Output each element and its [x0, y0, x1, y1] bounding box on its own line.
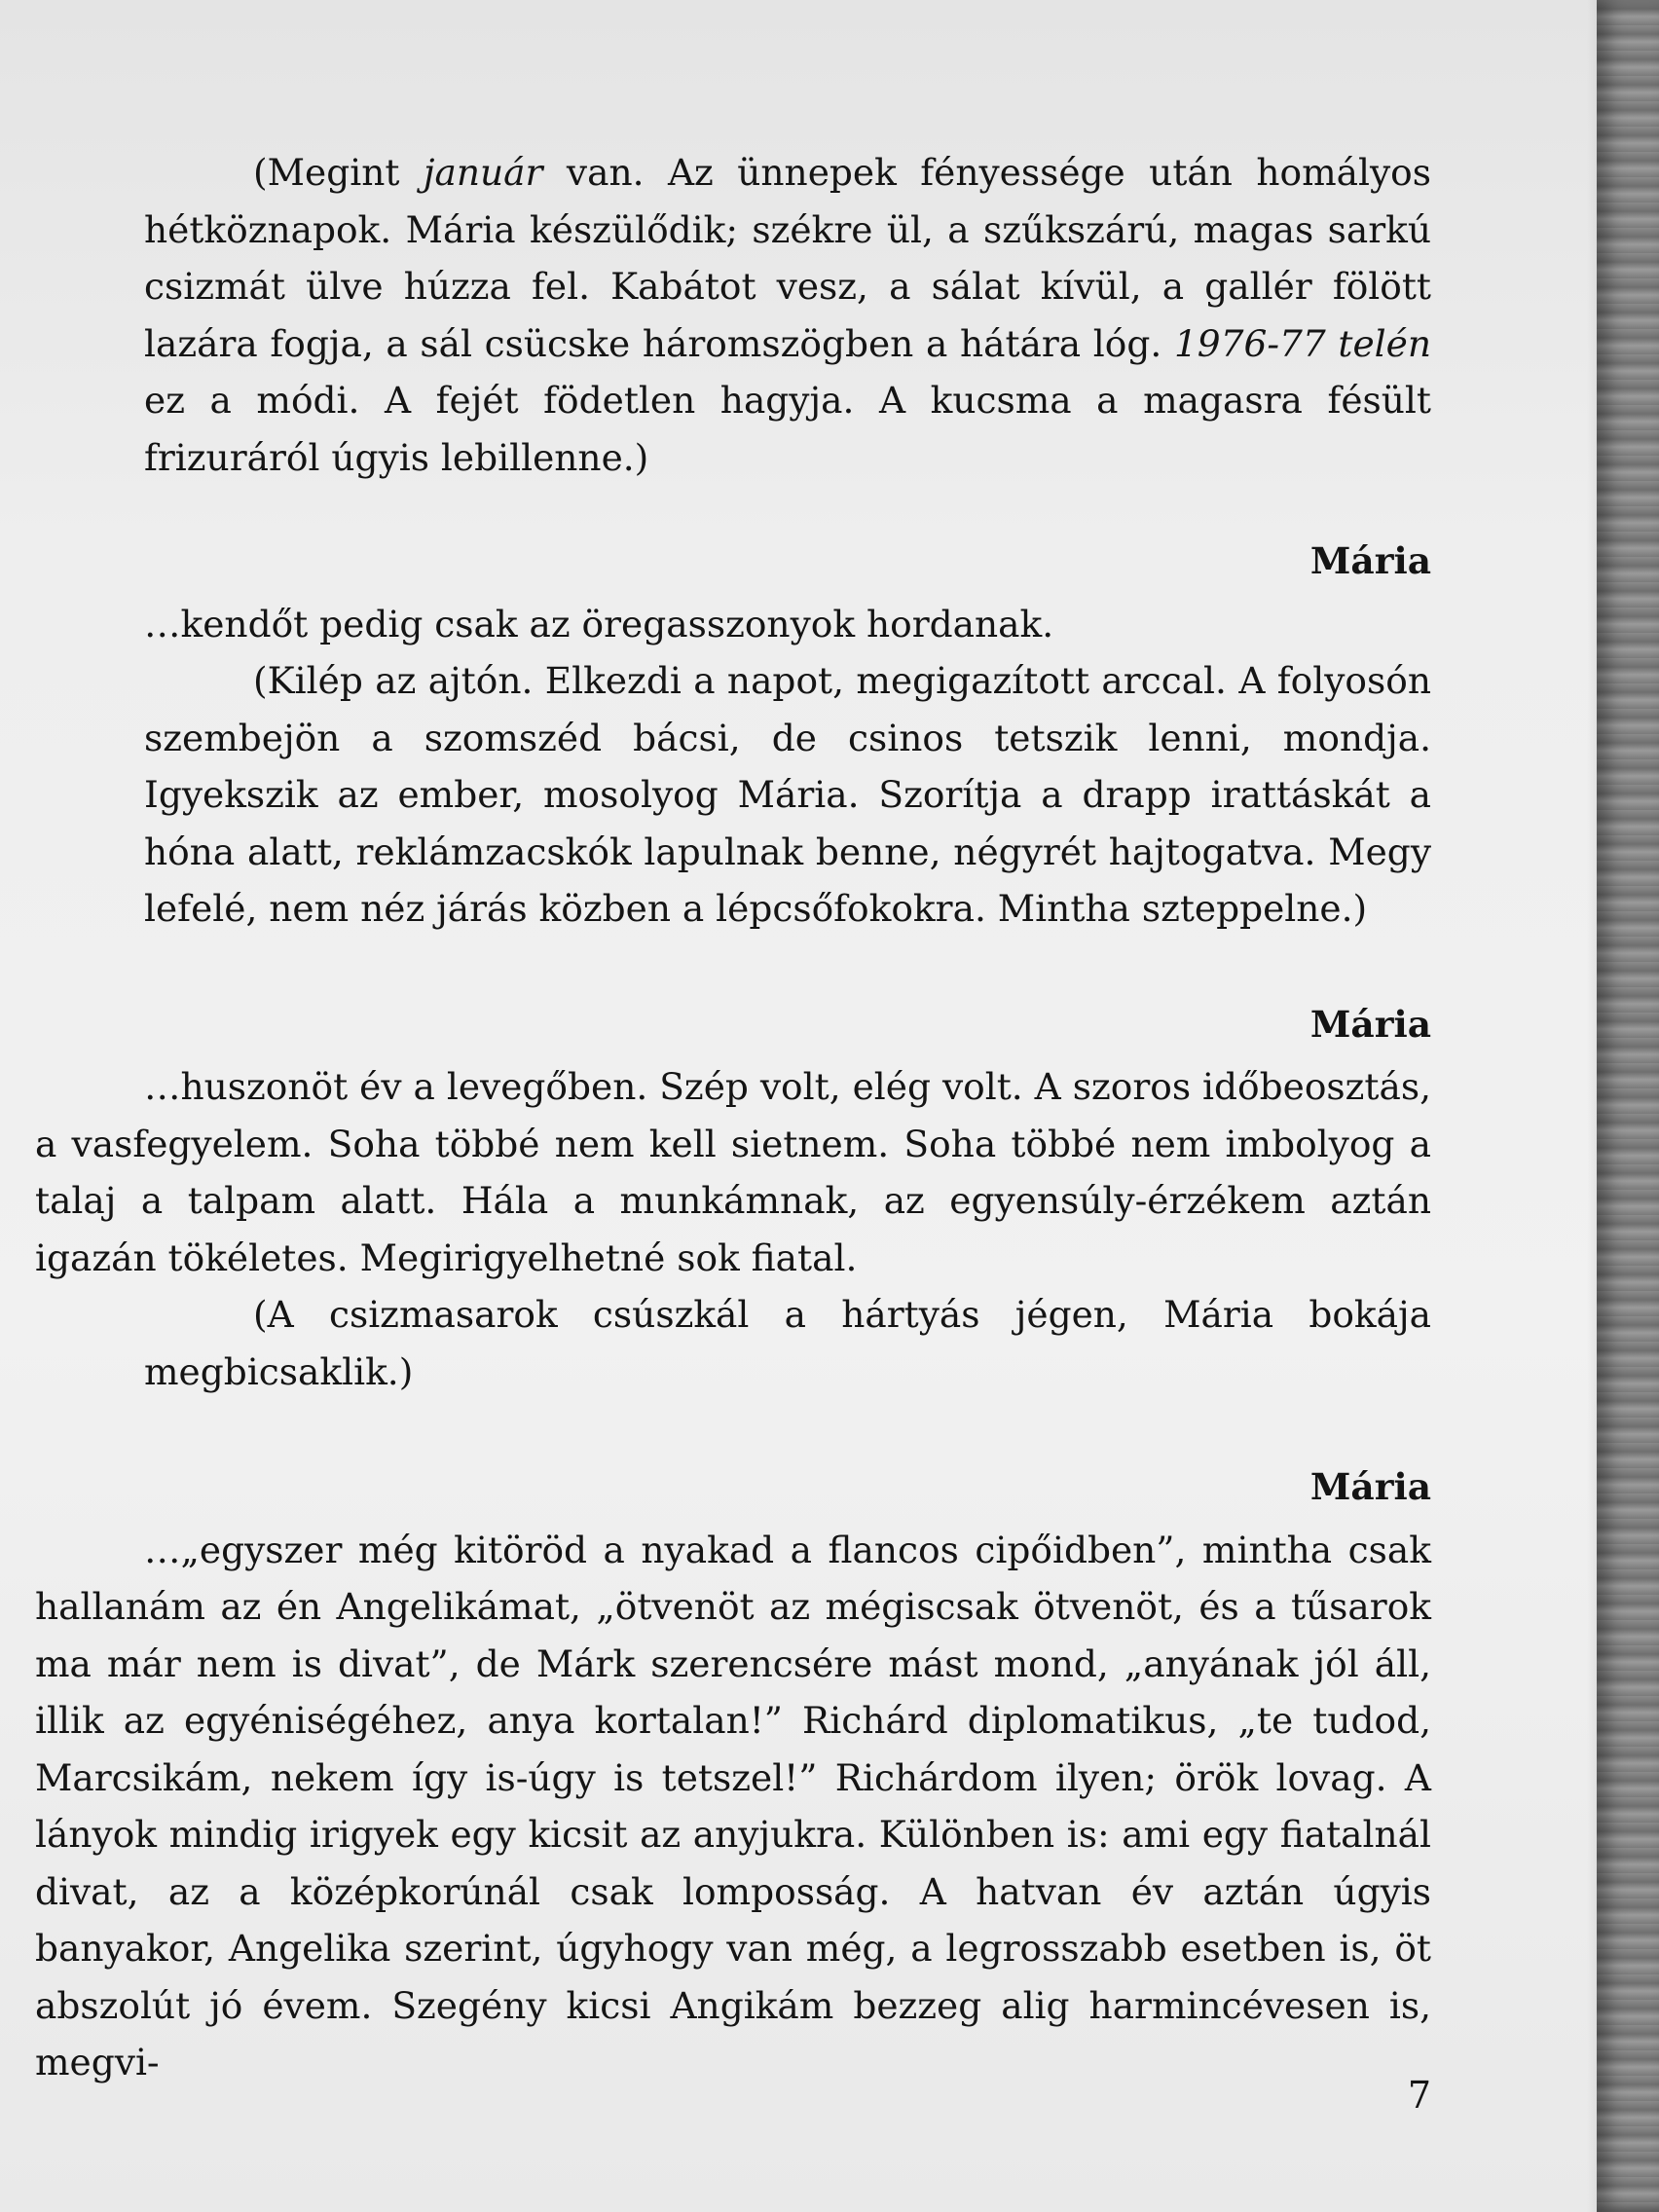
speaker-name-3: Mária: [1309, 1465, 1431, 1508]
stage-direction-1-text: (Megint január van. Az ünnepek fényessége után homályos hétköznapok. Mária készülődik; székre ül, a szűkszárú, magas sarkú csizmát ülve húzza fel. Kabátot vesz, a sálat kívül, a gallér fölött lazára fogja, a sál csücske háromszögben a hátára lóg. 1976-77 telén ez a módi. A fejét födetlen hagyja. A kucsma a magasra fésült frizuráról úgyis lebillenne.): [144, 151, 1432, 479]
stage-direction-2: (Kilép az ajtón. Elkezdi a napot, megigazított arccal. A folyosón szembejön a szomszéd bácsi, de csinos tetszik lenni, mondja. Igyekszik az ember, mosolyog Mária. Szorítja a drapp irattáskát a hóna alatt, reklámzacskók lapulnak benne, négyrét hajtogatva. Megy lefelé, nem néz járás közben a lépcsőfokokra. Mintha szteppelne.): [144, 659, 1431, 930]
speaker-name-1: Mária: [1309, 539, 1431, 582]
book-spine: [1597, 0, 1659, 2212]
monologue-3: …„egyszer még kitöröd a nyakad a flancos cipőidben”, mintha csak hallanám az én Angelikámat, „ötvenöt az mégiscsak ötvenöt, és a tűsarok ma már nem is divat”, de Márk szerencsére mást mond, „anyának jól áll, illik az egyéniségéhez, anya kortalan!” Richárd diplomatikus, „te tudod, Marcsikám, nekem így is-úgy is tetszel!” Richárdom ilyen; örök lovag. A lányok mindig irigyek egy kicsit az anyjukra. Különben is: ami egy fiatalnál divat, az a középkorúnál csak lomposság. A hatvan év aztán úgyis banyakor, Angelika szerint, úgyhogy van még, a legrosszabb esetben is, öt abszolút jó évem. Szegény kicsi Angikám bezzeg alig harmincévesen is, megvi-: [35, 1528, 1431, 2083]
page-number: 7: [1407, 2074, 1431, 2117]
stage-direction-3: (A csizmasarok csúszkál a hártyás jégen, Mária bokája megbicsaklik.): [144, 1293, 1431, 1393]
speaker-name-2: Mária: [1309, 1002, 1431, 1046]
monologue-2: …huszonöt év a levegőben. Szép volt, elég volt. A szoros időbeosztás, a vasfegyelem. Soha többé nem kell sietnem. Soha többé nem imbolyog a talaj a talpam alatt. Hála a munkámnak, az egyensúly-érzékem aztán igazán tökéletes. Megirigyelhetné sok fiatal.: [35, 1065, 1431, 1279]
play-text: [35, 144, 1431, 2091]
stage-direction-1: [144, 144, 1431, 486]
monologue-1: …kendőt pedig csak az öregasszonyok hordanak.: [144, 602, 1054, 645]
